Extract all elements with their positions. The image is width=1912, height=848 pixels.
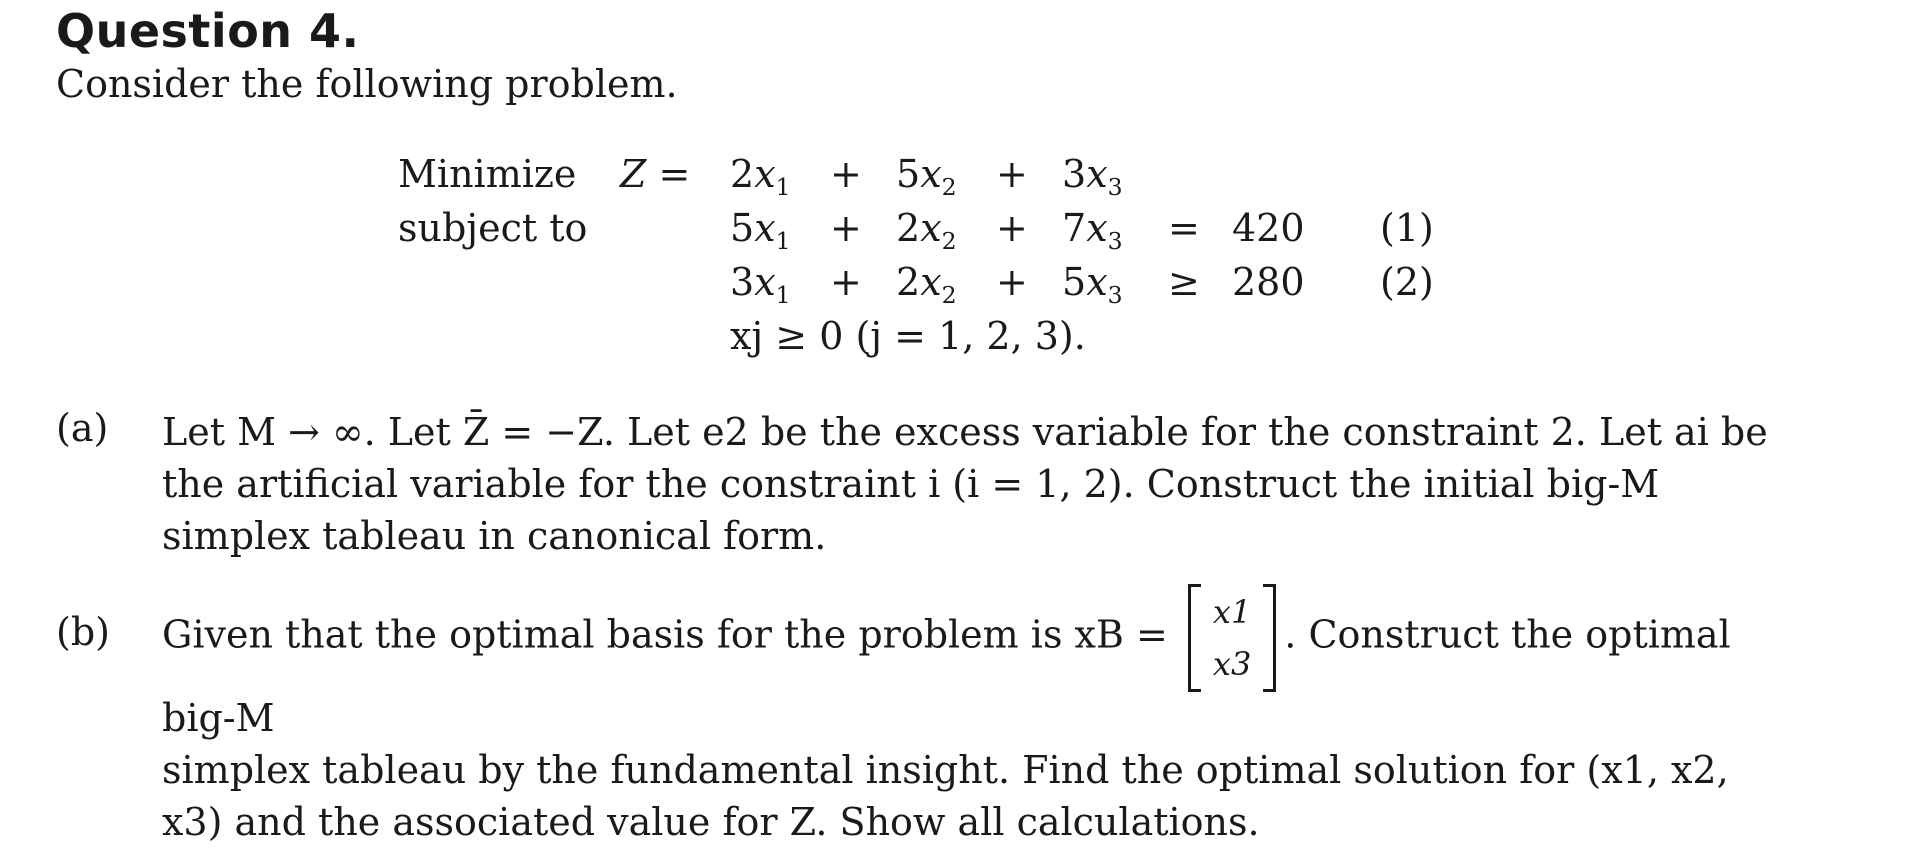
- basis-vector: [1188, 584, 1276, 692]
- subject-to-label: subject to: [398, 206, 588, 250]
- part-a-label: (a): [56, 406, 109, 450]
- part-a-text: Let M → ∞. Let Z̄ = −Z. Let e2 be the excess variable for the constraint 2. Let ai be the artificial variable for the constraint i (i = 1, 2). Construct the initial big-M simplex tableau in canonical form.: [162, 410, 1768, 558]
- c2-tag: (2): [1380, 260, 1434, 304]
- c1-term-3: $7x_3$: [1062, 206, 1123, 256]
- basis-entry-2: x3: [1212, 645, 1252, 683]
- part-b-label: (b): [56, 610, 110, 654]
- c1-relation: =: [1168, 206, 1200, 250]
- objective-term-2: $5x_2$: [896, 152, 957, 202]
- nonneg-constraint: xj ≥ 0 (j = 1, 2, 3).: [730, 314, 1086, 358]
- objective-lhs: Z =: [620, 152, 691, 196]
- c2-term-3: $5x_3$: [1062, 260, 1123, 310]
- question-intro: Consider the following problem.: [56, 62, 678, 106]
- c1-term-1: $5x_1$: [730, 206, 791, 256]
- part-b-text-before: Given that the optimal basis for the problem is xB =: [162, 612, 1168, 657]
- question-title: Question 4.: [56, 4, 360, 58]
- basis-entry-1: x1: [1212, 593, 1252, 631]
- c2-term-1: $3x_1$: [730, 260, 791, 310]
- c1-rhs: 420: [1232, 206, 1305, 250]
- c1-tag: (1): [1380, 206, 1434, 250]
- c2-rhs: 280: [1232, 260, 1305, 304]
- c2-term-2: $2x_2$: [896, 260, 957, 310]
- objective-term-1: $2x_1$: [730, 152, 791, 202]
- objective-term-3: $3x_3$: [1062, 152, 1123, 202]
- minimize-label: Minimize: [398, 152, 577, 196]
- c2-relation: ≥: [1168, 260, 1200, 304]
- part-b-text-rest: simplex tableau by the fundamental insight. Find the optimal solution for (x1, x2, x3) and the associated value for Z. Show all calculations.: [162, 748, 1729, 844]
- part-b-text-after: . Construct the optimal big-M: [162, 612, 1731, 740]
- c1-term-2: $2x_2$: [896, 206, 957, 256]
- part-b-text: [162, 584, 1782, 848]
